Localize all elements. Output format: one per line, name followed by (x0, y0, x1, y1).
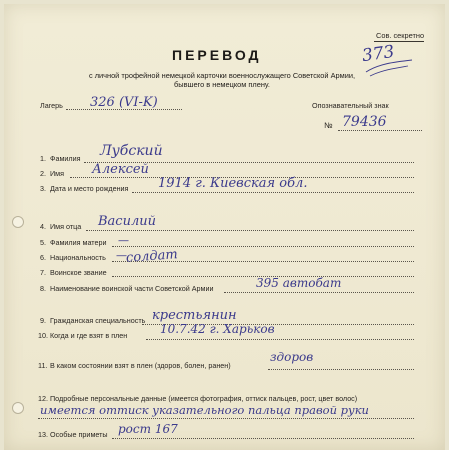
field-11-rule (268, 369, 414, 370)
field-2-value: Алексей (92, 162, 149, 177)
field-5-value: — (118, 234, 129, 247)
field-8-label: Наименование воинской части Советской Армии (50, 284, 214, 293)
page-title: ПЕРЕВОД (172, 47, 262, 63)
field-3-num: 3. (40, 184, 46, 193)
field-1-value: Лубский (100, 143, 163, 159)
field-12-rule (38, 418, 414, 419)
page-subtitle-1: с личной трофейной немецкой карточки военнослужащего Советской Армии, (88, 71, 356, 80)
tag-value: 79436 (342, 114, 387, 130)
punch-hole (12, 402, 24, 414)
field-4-rule (86, 230, 414, 231)
field-3-label: Дата и место рождения (50, 184, 129, 193)
field-1-num: 1. (40, 154, 46, 163)
field-9-value: крестьянин (152, 308, 237, 323)
field-2-num: 2. (40, 169, 46, 178)
field-10-rule (146, 339, 414, 340)
tag-rule (338, 130, 422, 131)
field-10-label: Когда и где взят в плен (50, 331, 128, 340)
field-13-rule (112, 438, 414, 439)
field-8-num: 8. (40, 284, 46, 293)
field-8-rule (224, 292, 414, 293)
field-7-value: солдат (125, 247, 179, 266)
field-3-rule (132, 192, 414, 193)
classification-label: Сов. секретно (376, 31, 425, 40)
field-5-label: Фамилия матери (50, 238, 107, 247)
field-3-value: 1914 г. Киевская обл. (158, 176, 308, 191)
archive-number: 373 (360, 41, 396, 67)
tag-prefix: № (324, 121, 333, 130)
field-6-num: 6. (40, 253, 46, 262)
punch-hole (12, 216, 24, 228)
field-12-num: 12. (38, 394, 48, 403)
field-4-label: Имя отца (50, 222, 82, 231)
field-9-num: 9. (40, 316, 46, 325)
field-7-num: 7. (40, 268, 46, 277)
field-2-label: Имя (50, 169, 64, 178)
tag-label: Опознавательный знак (312, 101, 389, 110)
page-subtitle-2: бывшего в немецком плену. (174, 80, 270, 89)
field-5-num: 5. (40, 238, 46, 247)
camp-value: 326 (VI-K) (90, 95, 158, 110)
field-6-label: Национальность (50, 253, 106, 262)
field-12-value: имеется оттиск указательного пальца правой руки (40, 403, 369, 417)
classification-underline (374, 41, 424, 42)
field-4-num: 4. (40, 222, 46, 231)
field-10-value: 10.7.42 г. Харьков (160, 322, 275, 336)
field-6-value: — (116, 249, 127, 262)
field-5-rule (112, 246, 414, 247)
field-11-value: здоров (270, 350, 314, 364)
field-13-value: рост 167 (118, 422, 178, 436)
field-4-value: Василий (98, 214, 156, 229)
field-7-label: Воинское звание (50, 268, 107, 277)
field-1-label: Фамилия (50, 154, 81, 163)
field-10-num: 10. (38, 331, 48, 340)
field-12-label: Подробные персональные данные (имеется фотография, оттиск пальцев, рост, цвет волос) (50, 394, 358, 403)
field-9-label: Гражданская специальность (50, 316, 146, 325)
camp-label: Лагерь (40, 101, 63, 110)
field-13-num: 13. (38, 430, 48, 439)
field-13-label: Особые приметы (50, 430, 108, 439)
field-11-num: 11. (38, 361, 48, 370)
field-11-label: В каком состоянии взят в плен (здоров, болен, ранен) (50, 361, 231, 370)
field-8-value: 395 автобат (256, 276, 342, 290)
